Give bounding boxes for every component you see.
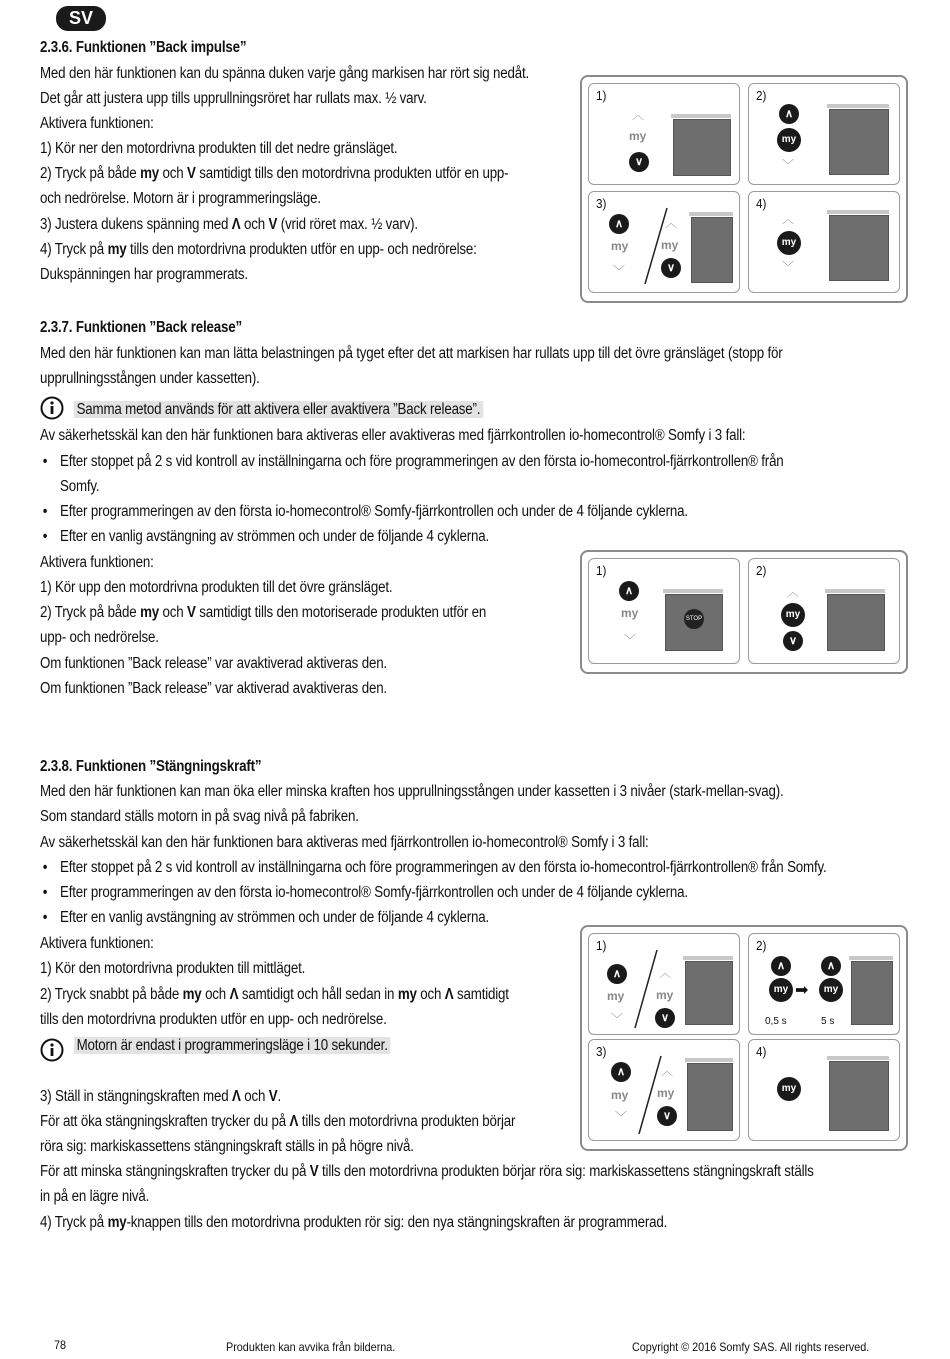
up-chevron-icon: ︿ <box>782 212 795 226</box>
paragraph-line: Som standard ställs motorn in på svag nivå på fabriken. <box>40 808 359 825</box>
my-label: my <box>661 238 679 252</box>
step-4: 4) Tryck på my-knappen tills den motordrivna produkten rör sig: den nya stängningskraften är programmerad. <box>40 1214 668 1231</box>
awning-fabric <box>687 1063 733 1131</box>
arrow-right-icon: ➡ <box>795 982 809 999</box>
figure-step-1 <box>588 933 740 1035</box>
figure-closing-force <box>580 925 908 1151</box>
my-button-icon: my <box>777 128 801 152</box>
up-chevron-icon: ︿ <box>632 108 645 122</box>
figure-step-4 <box>748 1039 900 1141</box>
paragraph-line: tills den motordrivna produkten utför en upp- och nedrörelse. <box>40 1011 387 1028</box>
step-number: 2) <box>756 88 767 103</box>
step-number: 3) <box>596 196 607 211</box>
down-button-icon: ∨ <box>629 152 649 172</box>
down-chevron-icon: ﹀ <box>782 158 795 172</box>
paragraph-line: Aktivera funktionen: <box>40 115 154 132</box>
step-number: 1) <box>596 563 607 578</box>
up-chevron-icon: ︿ <box>661 1064 674 1078</box>
step-number: 4) <box>756 196 767 211</box>
down-button-icon: ∨ <box>783 631 803 651</box>
info-note: Samma metod används för att aktivera eller avaktivera ”Back release”. <box>74 400 483 420</box>
awning-cassette <box>825 589 885 593</box>
my-label: my <box>657 1086 675 1100</box>
down-button-icon: ∨ <box>657 1106 677 1126</box>
up-button-icon: ∧ <box>779 104 799 124</box>
step-4: 4) Tryck på my tills den motordrivna produkten utför en upp- och nedrörelse: <box>40 241 477 258</box>
figure-step-1 <box>588 558 740 664</box>
step-2: 2) Tryck på både my och V samtidigt tills den motoriserade produkten utför en <box>40 604 487 621</box>
down-chevron-icon: ﹀ <box>615 1110 628 1124</box>
my-button-icon: my <box>777 231 801 255</box>
bullet-item: • Efter programmeringen av den första io-homecontrol® Somfy-fjärrkontrollen och under de 4 följande cyklerna. <box>60 883 688 903</box>
down-button-icon: ∨ <box>655 1008 675 1028</box>
step-1: 1) Kör den motordrivna produkten till mittläget. <box>40 960 306 977</box>
awning-cassette <box>827 104 889 108</box>
awning-fabric <box>829 109 889 175</box>
up-button-icon: ∧ <box>619 581 639 601</box>
awning-cassette <box>827 1056 889 1060</box>
up-button-icon: ∧ <box>611 1062 631 1082</box>
awning-fabric <box>685 961 733 1025</box>
my-button-icon: my <box>769 978 793 1002</box>
step-2: 2) Tryck snabbt på både my och Λ samtidigt och håll sedan in my och Λ samtidigt <box>40 986 509 1003</box>
step-1: 1) Kör ner den motordrivna produkten till det nedre gränsläget. <box>40 140 398 157</box>
awning-cassette <box>685 1058 733 1062</box>
up-chevron-icon: ︿ <box>659 966 672 980</box>
paragraph-line: upprullningsstången under kassetten). <box>40 370 260 387</box>
paragraph-line: in på en lägre nivå. <box>40 1188 150 1205</box>
step-3: 3) Ställ in stängningskraften med Λ och V. <box>40 1088 282 1105</box>
awning-fabric <box>851 961 893 1025</box>
paragraph-line: Av säkerhetsskäl kan den här funktionen bara aktiveras eller avaktiveras med fjärrkontrollen io-homecontrol® Somfy i 3 fall: <box>40 427 746 444</box>
paragraph-line: Med den här funktionen kan du spänna duken varje gång markisen har rört sig nedåt. <box>40 65 530 82</box>
paragraph-line: Dukspänningen har programmerats. <box>40 266 248 283</box>
paragraph-line: och nedrörelse. Motorn är i programmeringsläge. <box>40 190 321 207</box>
down-chevron-icon: ﹀ <box>611 1012 624 1026</box>
awning-cassette <box>827 210 889 214</box>
down-chevron-icon: ﹀ <box>624 633 637 647</box>
awning-fabric <box>673 119 731 176</box>
step-number: 1) <box>596 938 607 953</box>
info-note: Motorn är endast i programmeringsläge i 10 sekunder. <box>74 1036 390 1056</box>
figure-step-2 <box>748 558 900 664</box>
my-label: my <box>621 606 639 620</box>
time-long-label: 5 s <box>821 1016 835 1027</box>
step-1: 1) Kör upp den motordrivna produkten till det övre gränsläget. <box>40 579 393 596</box>
page-number: 78 <box>54 1338 67 1352</box>
awning-cassette <box>663 589 723 593</box>
section-heading-back-release: 2.3.7. Funktionen ”Back release” <box>40 319 242 336</box>
figure-step-3 <box>588 191 740 293</box>
paragraph-line: röra sig: markiskassettens stängningskraft ställs in på högre nivå. <box>40 1138 414 1155</box>
up-chevron-icon: ︿ <box>665 216 678 230</box>
bullet-item: • Efter en vanlig avstängning av strömmen och under de följande 4 cyklerna. <box>60 527 489 547</box>
bullet-item: • Efter stoppet på 2 s vid kontroll av inställningarna och före programmeringen av den första io-homecontrol-fjärrkontrollen® från Somfy. <box>60 858 827 878</box>
paragraph-line: upp- och nedrörelse. <box>40 629 159 646</box>
info-icon <box>40 1038 64 1062</box>
paragraph-line: Det går att justera upp tills upprullningsröret har rullats max. ½ varv. <box>40 90 427 107</box>
figure-step-4 <box>748 191 900 293</box>
section-heading-back-impulse: 2.3.6. Funktionen ”Back impulse” <box>40 39 247 56</box>
time-short-label: 0,5 s <box>765 1016 787 1027</box>
awning-fabric <box>827 594 885 651</box>
language-badge: SV <box>56 6 106 31</box>
step-2: 2) Tryck på både my och V samtidigt tills den motordrivna produkten utför en upp- <box>40 165 509 182</box>
awning-cassette <box>671 114 731 118</box>
up-button-icon: ∧ <box>607 964 627 984</box>
my-button-icon: my <box>781 603 805 627</box>
down-chevron-icon: ﹀ <box>782 260 795 274</box>
figure-back-release <box>580 550 908 674</box>
down-button-icon: ∨ <box>661 258 681 278</box>
section-heading-closing-force: 2.3.8. Funktionen ”Stängningskraft” <box>40 758 262 775</box>
figure-step-1 <box>588 83 740 185</box>
paragraph-line: Med den här funktionen kan man lätta belastningen på tyget efter det att markisen har rullats upp till det övre gränsläget (stopp för <box>40 345 783 362</box>
bullet-item: • Efter stoppet på 2 s vid kontroll av inställningarna och före programmeringen av den första io-homecontrol-fjärrkontrollen® från <box>60 452 784 472</box>
awning-fabric <box>691 217 733 283</box>
step-number: 3) <box>596 1044 607 1059</box>
awning-fabric <box>829 215 889 281</box>
figure-step-2 <box>748 933 900 1035</box>
step-number: 2) <box>756 938 767 953</box>
up-button-icon: ∧ <box>771 956 791 976</box>
awning-cassette <box>689 212 733 216</box>
paragraph-line: Av säkerhetsskäl kan den här funktionen bara aktiveras med fjärrkontrollen io-homecontrol® Somfy i 3 fall: <box>40 834 649 851</box>
my-label: my <box>611 1088 629 1102</box>
paragraph-line: Om funktionen ”Back release” var avaktiverad aktiveras den. <box>40 655 387 672</box>
my-label: my <box>611 239 629 253</box>
my-button-icon: my <box>777 1077 801 1101</box>
figure-step-3 <box>588 1039 740 1141</box>
awning-cassette <box>849 956 893 960</box>
paragraph-line: Aktivera funktionen: <box>40 935 154 952</box>
paragraph-line: Aktivera funktionen: <box>40 554 154 571</box>
my-button-icon: my <box>819 978 843 1002</box>
awning-fabric <box>829 1061 889 1131</box>
paragraph-line: Om funktionen ”Back release” var aktiverad avaktiveras den. <box>40 680 387 697</box>
footer-disclaimer: Produkten kan avvika från bilderna. <box>226 1340 396 1354</box>
paragraph-line: Med den här funktionen kan man öka eller minska kraften hos upprullningsstången under kassetten i 3 nivåer (stark-mellan-svag). <box>40 783 784 800</box>
step-number: 1) <box>596 88 607 103</box>
up-button-icon: ∧ <box>821 956 841 976</box>
my-label: my <box>656 988 674 1002</box>
bullet-item-cont: Somfy. <box>60 478 100 495</box>
info-icon <box>40 396 64 420</box>
awning-cassette <box>683 956 733 960</box>
my-label: my <box>607 989 625 1003</box>
my-label: my <box>629 129 647 143</box>
figure-back-impulse <box>580 75 908 303</box>
footer-copyright: Copyright © 2016 Somfy SAS. All rights reserved. <box>632 1340 870 1354</box>
figure-step-2 <box>748 83 900 185</box>
step-number: 4) <box>756 1044 767 1059</box>
up-chevron-icon: ︿ <box>787 585 800 599</box>
step-3: 3) Justera dukens spänning med Λ och V (vrid röret max. ½ varv). <box>40 216 418 233</box>
paragraph-line: För att öka stängningskraften trycker du på Λ tills den motordrivna produkten börjar <box>40 1113 516 1130</box>
up-button-icon: ∧ <box>609 214 629 234</box>
stop-indicator-icon: STOP <box>684 609 704 629</box>
step-number: 2) <box>756 563 767 578</box>
bullet-item: • Efter en vanlig avstängning av strömmen och under de följande 4 cyklerna. <box>60 908 489 928</box>
bullet-item: • Efter programmeringen av den första io-homecontrol® Somfy-fjärrkontrollen och under de 4 följande cyklerna. <box>60 502 688 522</box>
paragraph-line: För att minska stängningskraften trycker du på V tills den motordrivna produkten börjar röra sig: markiskassettens stängningskraft ställs <box>40 1163 814 1180</box>
down-chevron-icon: ﹀ <box>613 264 626 278</box>
